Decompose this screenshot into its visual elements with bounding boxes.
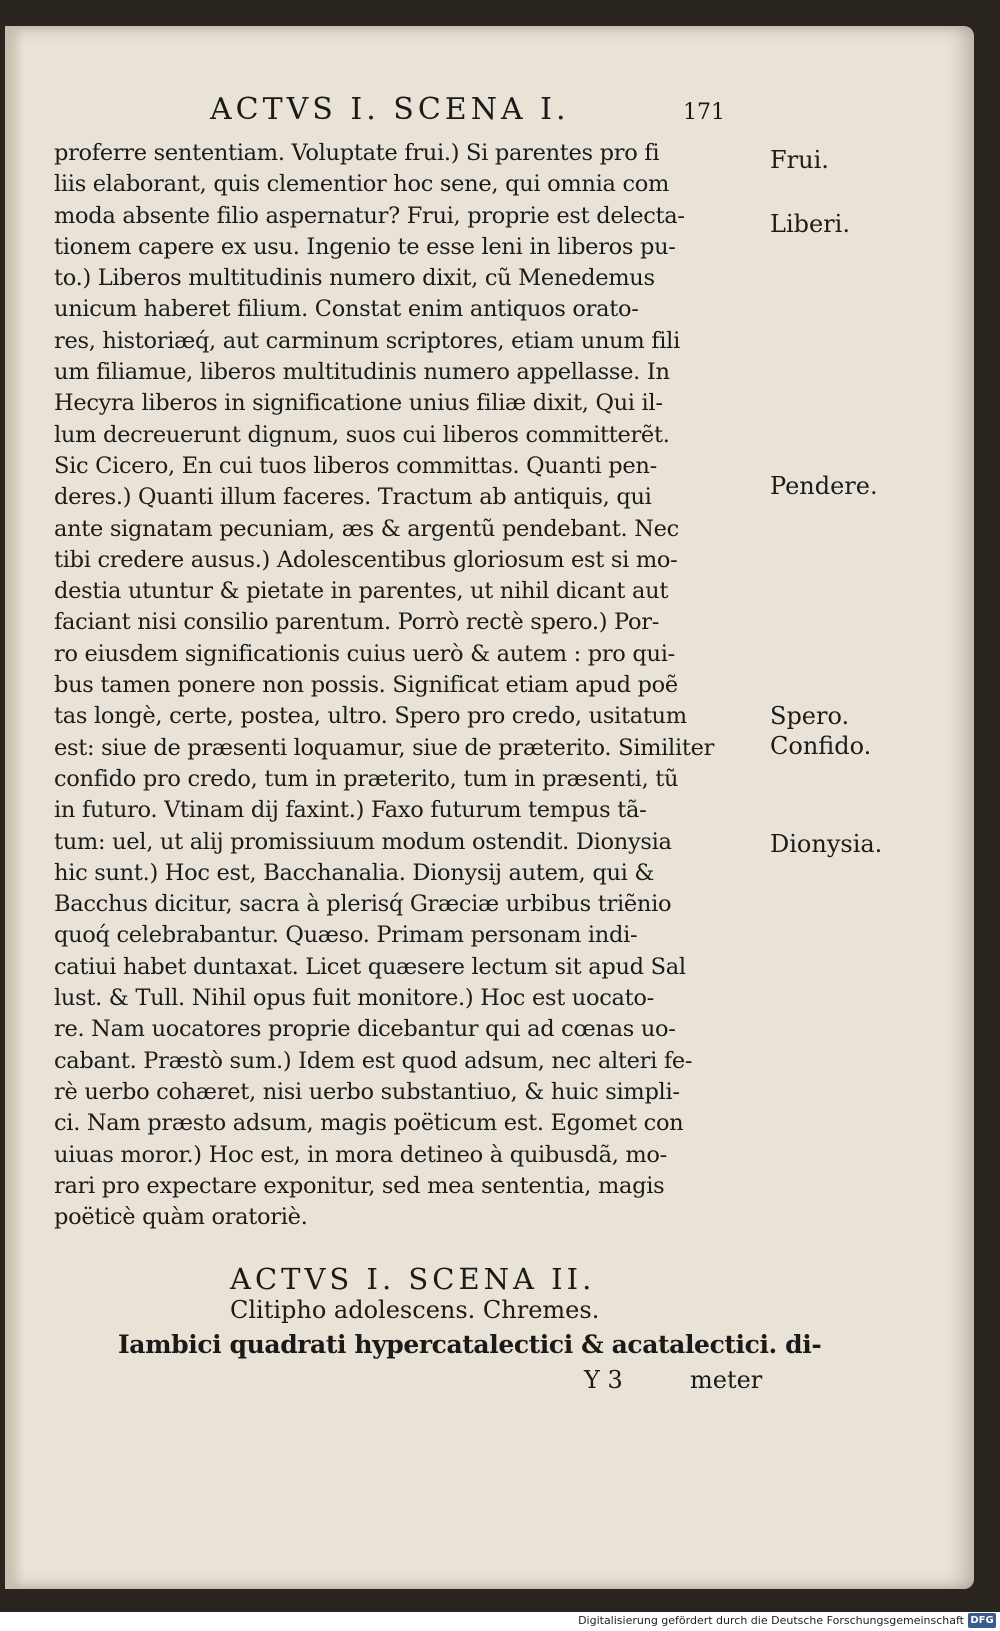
- signature-mark: Y 3: [584, 1366, 623, 1394]
- body-line: um filiamue, liberos multitudinis numero appellasse. In: [54, 359, 670, 386]
- body-line: res, historiæq́, aut carminum scriptores, etiam unum fili: [54, 327, 680, 354]
- margin-note-liberi: Liberi.: [770, 210, 850, 238]
- margin-note-pendere: Pendere.: [770, 472, 878, 500]
- footer-bar: [0, 1612, 1000, 1631]
- body-line: confido pro credo, tum in præterito, tum in præsenti, tũ: [54, 765, 679, 792]
- body-line: tibi credere ausus.) Adolescentibus gloriosum est si mo-: [54, 546, 678, 573]
- body-line: faciant nisi consilio parentum. Porrò rectè spero.) Por-: [54, 609, 659, 636]
- body-line: est: siue de præsenti loquamur, siue de præterito. Similiter: [54, 734, 715, 761]
- body-line: catiui habet duntaxat. Licet quæsere lectum sit apud Sal: [54, 953, 686, 980]
- footer-credit: Digitalisierung gefördert durch die Deutsche Forschungsgemeinschaft: [578, 1614, 964, 1627]
- body-line: rari pro expectare exponitur, sed mea sententia, magis: [54, 1172, 665, 1199]
- body-line: quoq́ celebrabantur. Quæso. Primam personam indi-: [54, 922, 638, 949]
- body-line: deres.) Quanti illum faceres. Tractum ab antiquis, qui: [54, 484, 652, 511]
- body-line: bus tamen ponere non possis. Significat etiam apud poẽ: [54, 672, 678, 699]
- meter-line: Iambici quadrati hypercatalectici & acatalectici. di-: [118, 1330, 822, 1359]
- body-line: proferre sententiam. Voluptate frui.) Si parentes pro fi: [54, 140, 660, 166]
- body-line: lum decreuerunt dignum, suos cui liberos committerẽt.: [54, 421, 670, 448]
- body-line: ro eiusdem significationis cuius uerò & autem : pro qui-: [54, 640, 675, 667]
- body-line: tionem capere ex usu. Ingenio te esse leni in liberos pu-: [54, 233, 676, 260]
- body-line: ante signatam pecuniam, æs & argentũ pendebant. Nec: [54, 515, 679, 542]
- body-line: Hecyra liberos in significatione unius filiæ dixit, Qui il-: [54, 390, 663, 417]
- body-line: unicum haberet filium. Constat enim antiquos orato-: [54, 296, 639, 323]
- body-line: destia utuntur & pietate in parentes, ut nihil dicant aut: [54, 578, 669, 605]
- body-line: tum: uel, ut alij promissiuum modum ostendit. Dionysia: [54, 828, 672, 855]
- dfg-logo: DFG: [968, 1613, 996, 1628]
- catchword: meter: [690, 1366, 763, 1394]
- body-line: to.) Liberos multitudinis numero dixit, cũ Menedemus: [54, 265, 655, 292]
- margin-note-frui: Frui.: [770, 146, 829, 174]
- body-line: rè uerbo cohæret, nisi uerbo substantiuo, & huic simpli-: [54, 1078, 680, 1105]
- body-line: uiuas moror.) Hoc est, in mora detineo à quibusdã, mo-: [54, 1141, 667, 1168]
- body-line: tas longè, certe, postea, ultro. Spero pro credo, usitatum: [54, 703, 687, 730]
- body-line: moda absente filio aspernatur? Frui, proprie est delecta-: [54, 202, 685, 229]
- persons-line: Clitipho adolescens. Chremes.: [230, 1296, 600, 1324]
- commentary-body: [54, 138, 766, 1233]
- body-line: Sic Cicero, En cui tuos liberos committas. Quanti pen-: [54, 452, 657, 479]
- margin-note-dionysia: Dionysia.: [770, 830, 883, 858]
- margin-note-confido: Confido.: [770, 732, 872, 760]
- body-line: re. Nam uocatores proprie dicebantur qui ad cœnas uo-: [54, 1016, 676, 1043]
- page-gutter-shadow: [5, 26, 25, 1589]
- running-head: ACTVS I. SCENA I.: [210, 92, 570, 127]
- body-line: ci. Nam præsto adsum, magis poëticum est. Egomet con: [54, 1110, 684, 1137]
- folio-number: 171: [683, 100, 725, 125]
- scene-heading: ACTVS I. SCENA II.: [230, 1262, 596, 1296]
- body-line: lust. & Tull. Nihil opus fuit monitore.) Hoc est uocato-: [54, 985, 654, 1012]
- body-line: cabant. Præstò sum.) Idem est quod adsum, nec alteri fe-: [54, 1047, 693, 1074]
- body-line: in futuro. Vtinam dij faxint.) Faxo futurum tempus tã-: [54, 797, 647, 824]
- margin-note-spero: Spero.: [770, 702, 850, 730]
- body-line: poëticè quàm oratoriè.: [54, 1204, 308, 1231]
- body-line: Bacchus dicitur, sacra à plerisq́ Græciæ urbibus triẽnio: [54, 891, 672, 918]
- body-line: hic sunt.) Hoc est, Bacchanalia. Dionysij autem, qui &: [54, 859, 655, 886]
- body-line: liis elaborant, quis clementior hoc sene, qui omnia com: [54, 171, 670, 198]
